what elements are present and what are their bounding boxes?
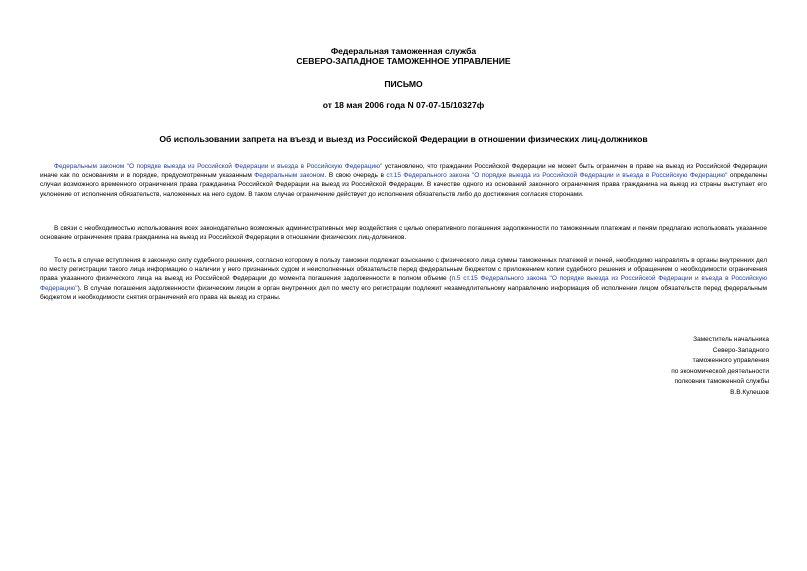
doc-type: ПИСЬМО <box>384 79 423 89</box>
paragraph-text: установлено, что граждании Российской Федерации не может быть ограничен в праве на выезд из Российской Федерации иначе как по основаниям и в порядке, предусмотренным указанным <box>40 163 767 180</box>
signature-line: таможенного управления <box>692 357 769 365</box>
signer-name: В.В.Кулешов <box>730 388 769 396</box>
paragraph-text: определены случаи возможного временного ограничения права гражданина Российской Федерации на выезд из Российской Федерации. В качестве одного из оснований законного ограничения права гражданина на выезд из страны выступает его уклонение от исполнения обязательств, наложенных на него судом. В таком случае ограничение действует до исполнения обязательств либо до достижения согласия сторонами. <box>40 172 768 198</box>
paragraph-text: То есть в случае вступления в законную силу судебного решения, согласно которому в пользу таможни подлежат взысканию с физического лица суммы таможенных платежей и пеней, необходимо направлять в органы внутренних дел по месту регистрации такого лица информацию о наличии у него признанных судом и неисполненных обязательств перед федеральным бюджетом с приложением копии судебного решения и обращением о необходимости ограничения права указанного физического лица на выезд из Российской Федерации до момента погашения задолженности в полном объеме ( <box>40 257 767 283</box>
paragraph-2 <box>40 224 767 242</box>
signature-line: Заместитель начальника <box>693 336 769 343</box>
document-body-2 <box>40 224 767 242</box>
paragraph-text: ). В случае погашения задолженности физическим лицом в орган внутренних дел по месту его регистрации подлежит незамедлительному направлению информация об исполнении лицом обязательств перед федеральным бюджетом и необходимости снятия ограничений его права на выезд из страны. <box>40 284 767 301</box>
paragraph-3 <box>40 256 767 302</box>
law-link[interactable]: Федеральным законом <box>254 172 325 180</box>
document-header <box>0 46 807 66</box>
paragraph-1 <box>40 162 767 199</box>
signature-block <box>671 335 769 399</box>
signature-line: Северо-Западного <box>712 346 769 354</box>
law-article-link[interactable]: п.5 ст.15 Федерального закона "О порядке выезда из Российской Федерации и въезда в Российскую Федерацию" <box>40 275 767 292</box>
department-name: СЕВЕРО-ЗАПАДНОЕ ТАМОЖЕННОЕ УПРАВЛЕНИЕ <box>296 56 511 66</box>
law-article-link[interactable]: ст.15 Федерального закона "О порядке выезда из Российской Федерации и въезда в Российскую Федерацию" <box>386 172 728 180</box>
doc-date-number: от 18 мая 2006 года N 07-07-15/10327ф <box>322 100 485 110</box>
signature-line: полковник таможенной службы <box>674 378 769 386</box>
paragraph-text: В связи с необходимостью использования всех законодательно возможных административных мер воздействия с целью оперативного погашения задолженности по таможенным платежам и пеням предлагаю использовать указанное основание ограничения права гражданина на выезд из Российской Федерации в отношении физических лиц-должников. <box>40 225 767 242</box>
agency-name: Федеральная таможенная служба <box>330 46 477 56</box>
document-body-3 <box>40 256 767 302</box>
signature-line: по экономической деятельности <box>671 367 769 375</box>
law-link[interactable]: Федеральным законом "О порядке выезда из Российской Федерации и въезда в Российскую Федерацию" <box>54 163 383 170</box>
paragraph-text: . В свою очередь в <box>324 172 387 180</box>
document-title: Об использовании запрета на въезд и выезд из Российской Федерации в отношении физических лиц-должников <box>159 134 648 144</box>
document-body <box>40 162 767 199</box>
